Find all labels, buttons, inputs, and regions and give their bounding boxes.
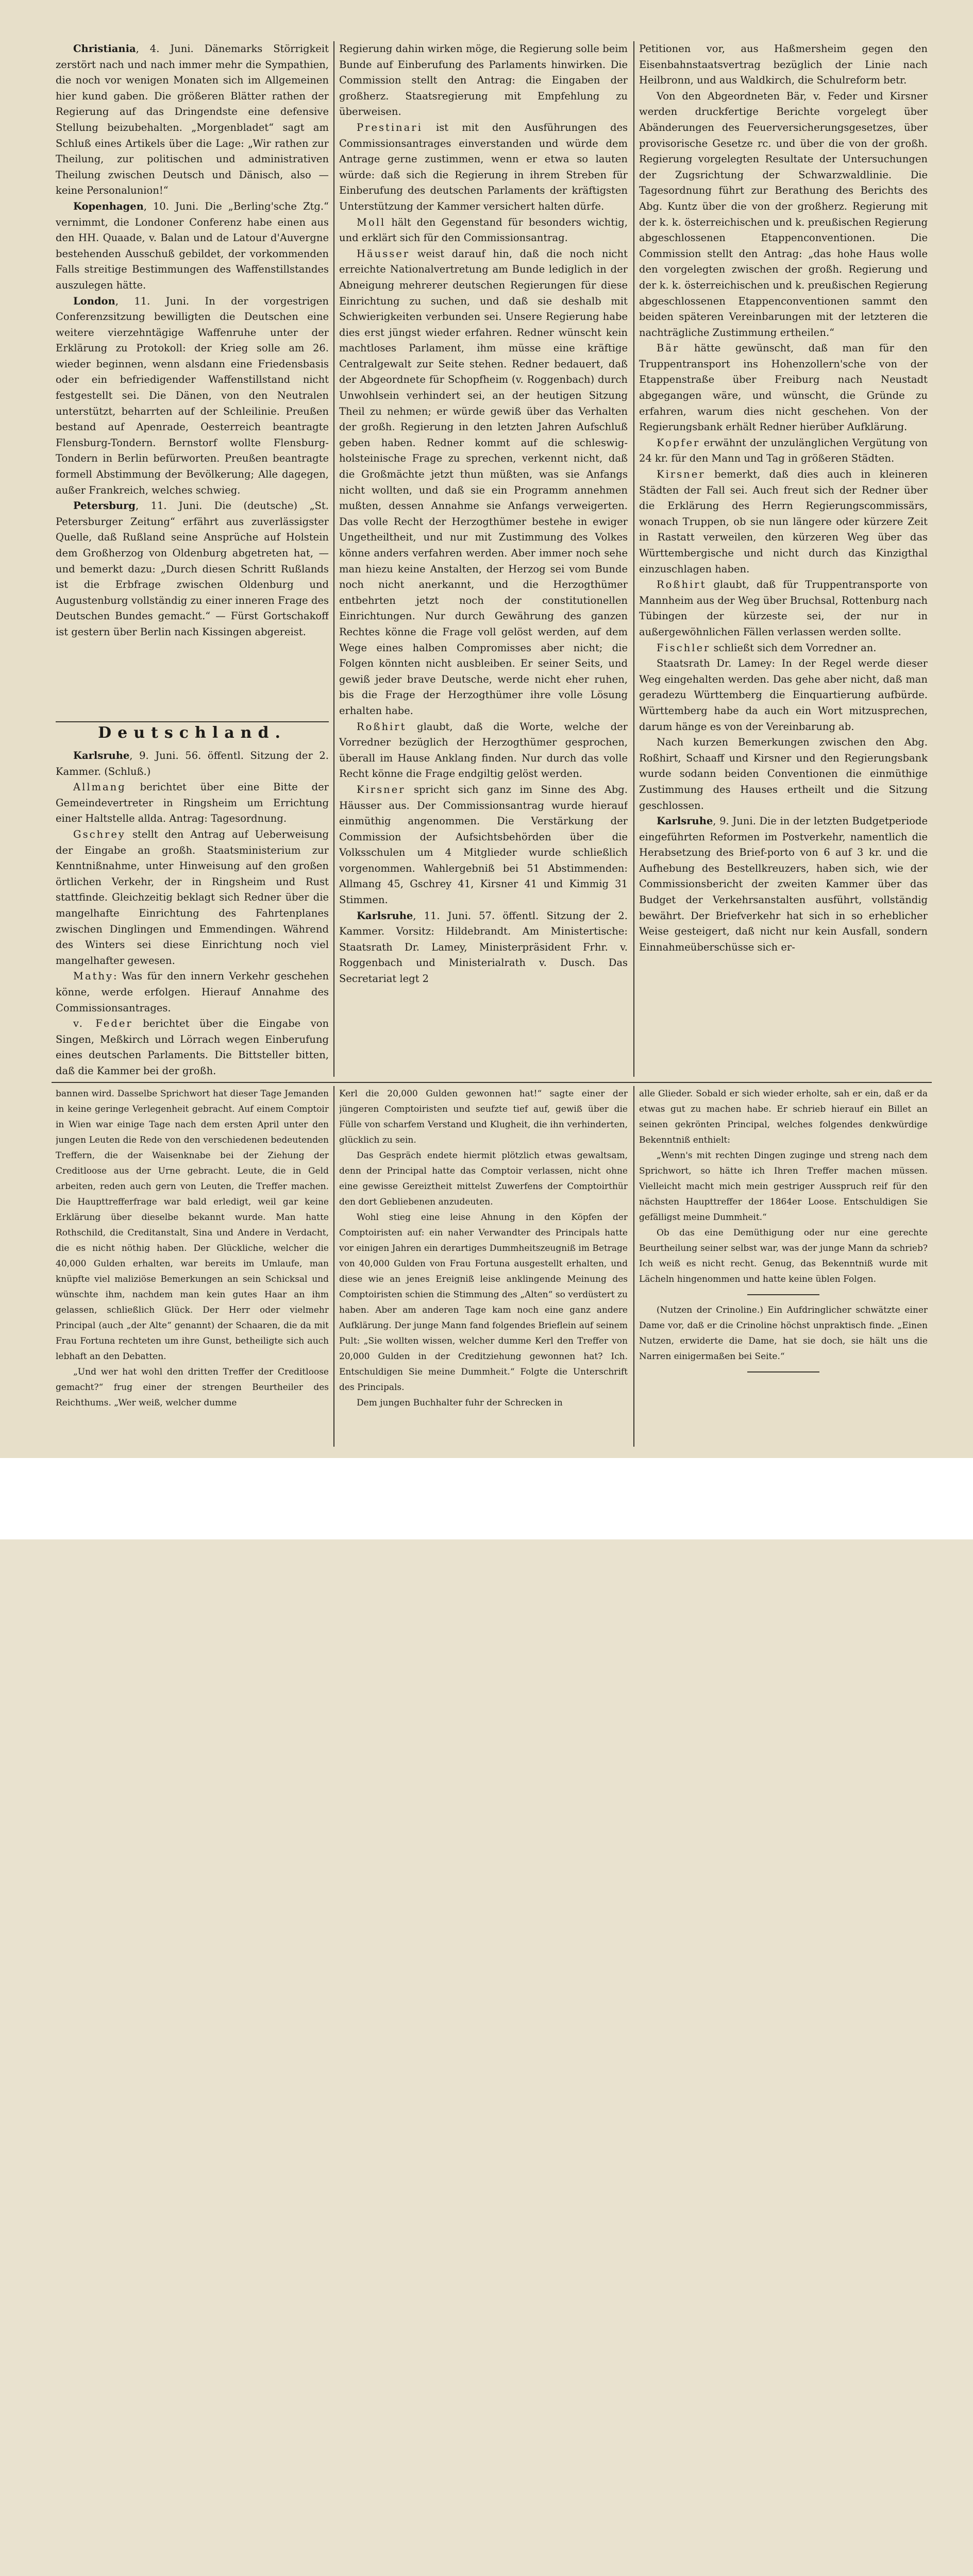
paragraph-fischler: Fischler schließt sich dem Vorredner an. [657,641,877,654]
feuilleton-paragraph: „Und wer hat wohl den dritten Treffer der Creditloose gemacht?“ frug einer der strengen Beurtheiler des Reichthums. „Wer weiß, welcher dumme [56,1367,329,1408]
feuilleton-crinoline: (Nutzen der Crinoline.) Ein Aufdringlicher schwätzte einer Dame vor, daß er die Crinoline höchst unpraktisch finde. „Einen Nutzen, erwiderte die Dame, hat sie doch, sie hält uns die Narren einigermaßen bei Seite.“ [639,1305,928,1362]
column-left-bottom [56,748,329,1080]
paragraph-feder: v. Feder berichtet über die Eingabe von Singen, Meßkirch und Lörrach wegen Einberufung eines deutschen Parlaments. Die Bittsteller bitten, daß die Kammer bei der großh. [56,1018,329,1077]
paragraph-separator [747,1371,819,1372]
feuilleton-divider-2 [633,1086,634,1447]
digitization-footer [0,1458,973,1539]
feuilleton-paragraph: alle Glieder. Sobald er sich wieder erholte, sah er ein, daß er da etwas gut zu machen habe. Er schrieb hierauf ein Billet an seinen gekrönten Principal, welches folgendes denkwürdige Bekenntniß enthielt: [639,1089,928,1145]
feuilleton-rule [52,1082,932,1083]
feuilleton-paragraph: Dem jungen Buchhalter fuhr der Schrecken in [357,1398,563,1408]
paragraph-moll: Moll hält den Gegenstand für besonders wichtig, und erklärt sich für den Commissionsantrag. [339,216,628,244]
feuilleton-paragraph: Wohl stieg eine leise Ahnung in den Köpfen der Comptoiristen auf: ein naher Verwandter des Principals hatte vor einigen Jahren ein derartiges Dummheitszeugniß im Betrage von 40,000 Gulden von Frau Fortuna ausgestellt erhalten, und diese wie an jenes Ereigniß leise anklingende Meinung des Comptoiristen schien die Stimmung des „Alten“ so verdüstert zu haben. Aber am anderen Tage kam noch eine ganz andere Aufklärung. Der junge Mann fand folgendes Brieflein auf seinem Pult: „Sie wollten wissen, welcher dumme Kerl den Treffer von 20,000 Gulden in der Creditziehung gewonnen hat? Ich. Entschuldigen Sie meine Dummheit.“ Folgte die Unterschrift des Principals. [339,1212,628,1393]
column-left-top [56,41,329,720]
paragraph-petitionen: Petitionen vor, aus Haßmersheim gegen den Eisenbahnstaatsvertrag bezüglich der Linie nach Heilbronn, und aus Waldkirch, die Schulreform betr. [639,43,928,87]
column-middle [339,41,628,1077]
paragraph-lamey: Staatsrath Dr. Lamey: In der Regel werde dieser Weg eingehalten werden. Das gehe aber nicht, daß man geradezu Württemberg die Einquartierung aufbürde. Württemberg habe da auch ein Wort mitzusprechen, darum hänge es von der Vereinbarung ab. [639,657,928,733]
feuilleton-column-3 [639,1086,928,1447]
column-divider-1 [333,41,334,1077]
article-kopenhagen: Kopenhagen, 10. Juni. Die „Berling'sche Ztg.“ vernimmt, die Londoner Conferenz habe einen aus den HH. Quaade, v. Balan und de Latour d'Auvergne bestehenden Ausschuß gebildet, der vorkommenden Falls streitige Bestimmungen des Waffenstillstandes auszulegen hätte. [56,200,329,291]
feuilleton-column-1 [56,1086,329,1447]
feuilleton-paragraph: bannen wird. Dasselbe Sprichwort hat dieser Tage Jemanden in keine geringe Verlegenheit gebracht. Auf einem Comptoir in Wien war einige Tage nach dem ersten April unter den jungen Leuten die Rede von den verschiedenen bedeutenden Treffern, die der Waisenknabe bei der Ziehung der Creditloose aus der Urne gebracht. Leute, die in Geld arbeiten, reden auch gern von Leuten, die Treffer machen. Die Haupttrefferfrage war bald erledigt, weil gar keine Erklärung über dieselbe bekannt wurde. Man hatte Rothschild, die Creditanstalt, Sina und Andere in Verdacht, die es nicht nöthig haben. Der Glückliche, welcher die 40,000 Gulden erhalten, war bereits im Umlaufe, man knüpfte viel maliziöse Bemerkungen an sein Schicksal und wünschte ihm, nachdem man kein gutes Haar an ihm gelassen, schließlich Glück. Der Herr oder vielmehr Principal (auch „der Alte“ genannt) der Schaaren, die da mit Frau Fortuna rechteten um ihre Gunst, betheiligte sich auch lebhaft an den Debatten. [56,1089,329,1362]
section-rule-top [56,721,329,722]
column-divider-2 [633,41,634,1077]
column-right [639,41,928,1077]
paragraph-regierung: Regierung dahin wirken möge, die Regierung solle beim Bunde auf Einberufung des Parlaments hinwirken. Die Commission stellt den Antrag: die Eingaben der großherz. Staatsregierung mit Empfehlung zu überweisen. [339,43,628,118]
paragraph-baer: Bär hätte gewünscht, daß man für den Truppentransport ins Hohenzollern'sche von der Etappenstraße über Freiburg nach Neustadt abgegangen wäre, und wünscht, die Gründe zu erfahren, warum dies nicht geschehen. Von der Regierungsbank erhält Redner hierüber Aufklärung. [639,342,928,433]
feuilleton-paragraph: Ob das eine Demüthigung oder nur eine gerechte Beurtheilung seiner selbst war, was der junge Mann da schrieb? Ich weiß es nicht recht. Genug, das Bekenntniß wurde mit Lächeln hingenommen und hatte keine üblen Folgen. [639,1228,928,1284]
feuilleton-paragraph: Das Gespräch endete hiermit plötzlich etwas gewaltsam, denn der Principal hatte das Comptoir verlassen, nicht ohne eine gewisse Gereiztheit mittelst Zuwerfens der Comptoirthür den dort Gebliebenen anzudeuten. [339,1150,628,1207]
article-london: London, 11. Juni. In der vorgestrigen Conferenzsitzung bewilligten die Deutschen eine weitere vierzehntägige Waffenruhe unter der Erklärung zu Protokoll: der Krieg solle am 26. wieder beginnen, wenn alsdann eine Friedensbasis oder ein befriedigender Waffenstillstand nicht festgestellt sei. Die Dänen, von den Neutralen unterstützt, beharrten auf der Schleilinie. Preußen bestand auf Apenrade, Oesterreich beantragte Flensburg-Tondern. Bernstorf wollte Flensburg-Tondern in Berlin befürworten. Preußen beantragte formell Abstimmung der Bevölkerung; Alle dagegen, außer Frankreich, welches schwieg. [56,295,329,496]
paragraph-allmang: Allmang berichtet über eine Bitte der Gemeindevertreter in Ringsheim um Errichtung einer Haltstelle allda. Antrag: Tagesordnung. [56,781,329,825]
paragraph-haeusser: Häusser weist darauf hin, daß die noch nicht erreichte Nationalvertretung am Bunde lediglich in der Abneigung mehrerer deutschen Regierungen für diese Einrichtung zu suchen, und daß sie deshalb mit Schwierigkeiten verbunden sei. Unsere Regierung habe dies erst jüngst wieder erfahren. Redner wünscht kein machtloses Parlament, ihm müsse eine kräftige Centralgewalt zur Seite stehen. Redner bedauert, daß der Abgeordnete für Schopfheim (v. Roggenbach) durch Unwohlsein verhindert sei, an der heutigen Sitzung Theil zu nehmen; er würde gewiß über das Verhalten der großh. Regierung in den letzten Jahren Aufschluß geben haben. Redner kommt auf die schleswig-holsteinische Frage zu sprechen, verkennt nicht, daß die Großmächte jetzt thun müßten, was sie Anfangs nicht wollten, und daß sie ein Programm annehmen mußten, dessen Annahme sie Anfangs verweigerten. Das volle Recht der Herzogthümer bestehe in ewiger Ungetheiltheit, und nur mit Zustimmung des Volkes könne anders verfahren werden. Aber immer noch sehe man hiezu keine Anstalten, der Herzog sei vom Bunde noch nicht anerkannt, und die Herzogthümer entbehrten jetzt noch der constitutionellen Einrichtungen. Nur durch Gewährung des ganzen Rechtes könne die Frage voll gelöst werden, auf dem Wege eines halben Compromisses aber nicht; die Folgen könnten nicht ausbleiben. Er seiner Seits, und gewiß jeder brave Deutsche, werde nicht eher ruhen, bis die Frage der Herzogthümer ihre volle Lösung erhalten habe. [339,247,628,717]
paragraph-kirsner: Kirsner spricht sich ganz im Sinne des Abg. Häusser aus. Der Commissionsantrag wurde hierauf einmüthig angenommen. Die Verstärkung der Commission der Aufsichtsbehörden über die Volksschulen um 4 Mitglieder wurde schließlich vorgenommen. Wahlergebniß bei 51 Abstimmenden: Allmang 45, Gschrey 41, Kirsner 41 und Kimmig 31 Stimmen. [339,783,628,906]
paragraph-gschrey: Gschrey stellt den Antrag auf Ueberweisung der Eingabe an großh. Staatsministerium zur Kenntnißnahme, unter Hinweisung auf den großen örtlichen Verkehr, der in Ringsheim und Rust stattfinde. Gleichzeitig beklagt sich Redner über die mangelhafte Einrichtung des Fahrtenplanes zwischen Dinglingen und Emmendingen. Während des Winters sei diese Einrichtung noch viel mangelhafter gewesen. [56,828,329,967]
feuilleton-column-2 [339,1086,628,1447]
article-karlsruhe-post: Karlsruhe, 9. Juni. Die in der letzten Budgetperiode eingeführten Reformen im Postverkehr, namentlich die Herabsetzung des Brief-porto von 6 auf 3 kr. und die Aufhebung des Bestellkreuzers, haben sich, wie der Commissionsbericht der zweiten Kammer über das Budget der Verkehrsanstalten ausführt, vollständig bewährt. Der Briefverkehr hat sich in so erheblicher Weise gesteigert, daß nicht nur kein Ausfall, sondern Einnahmeüberschüsse sich er- [639,815,928,953]
paragraph-separator [747,1294,819,1295]
article-karlsruhe-56: Karlsruhe, 9. Juni. 56. öffentl. Sitzung der 2. Kammer. (Schluß.) [56,750,329,777]
paragraph-abgeordneten: Von den Abgeordneten Bär, v. Feder und Kirsner werden druckfertige Berichte vorgelegt über Abänderungen des Feuerversicherungsgesetzes, über provisorische Gesetze rc. und über die von der großh. Regierung vorgelegten Resultate der Untersuchungen der Zugsrichtung der Schwarzwaldlinie. Die Tagesordnung führt zur Berathung des Berichts des Abg. Kuntz über die von der großherz. Regierung mit der k. k. österreichischen und k. preußischen Regierung abgeschlossenen Etappenconventionen. Die Commission stellt den Antrag: „das hohe Haus wolle den vorgelegten zwischen der großh. Regierung und der k. k. österreichischen und k. preußischen Regierung abgeschlossenen Etappenconventionen sammt den beiden späteren Vereinbarungen mit der letzteren die nachträgliche Zustimmung ertheilen.“ [639,90,928,338]
paragraph-kirsner-2: Kirsner bemerkt, daß dies auch in kleineren Städten der Fall sei. Auch freut sich der Redner über die Erklärung des Herrn Regierungscommissärs, wonach Truppen, ob sie nun längere oder kürzere Zeit in Rastatt verweilen, den kürzeren Weg über das Württembergische und nicht durch das Kinzigthal einzuschlagen haben. [639,468,928,575]
feuilleton-divider-1 [333,1086,334,1447]
article-petersburg: Petersburg, 11. Juni. Die (deutsche) „St. Petersburger Zeitung“ erfährt aus zuverlässigster Quelle, daß Rußland seine Ansprüche auf Holstein dem Großherzog von Oldenburg abgetreten hat, — und bemerkt dazu: „Durch diesen Schritt Rußlands ist die Erbfrage zwischen Oldenburg und Augustenburg vollständig zu einer inneren Frage des Deutschen Bundes gemacht.“ — Fürst Gortschakoff ist gestern über Berlin nach Kissingen abgereist. [56,500,329,638]
article-karlsruhe-57: Karlsruhe, 11. Juni. 57. öffentl. Sitzung der 2. Kammer. Vorsitz: Hildebrandt. Am Ministertische: Staatsrath Dr. Lamey, Ministerpräsident Frhr. v. Roggenbach und Ministerialrath v. Dusch. Das Secretariat legt 2 [339,909,628,985]
paragraph-bemerkungen: Nach kurzen Bemerkungen zwischen den Abg. Roßhirt, Schaaff und Kirsner und den Regierungsbank wurde sodann beiden Conventionen die einmüthige Zustimmung des Hauses ertheilt und die Sitzung geschlossen. [639,736,928,811]
feuilleton-paragraph: „Wenn's mit rechten Dingen zuginge und streng nach dem Sprichwort, so hätte ich Ihren Treffer machen müssen. Vielleicht macht mich mein gestriger Ausspruch reif für den nächsten Haupttreffer der 1864er Loose. Entschuldigen Sie gefälligst meine Dummheit.“ [639,1150,928,1223]
paragraph-prestinari: Prestinari ist mit den Ausführungen des Commissionsantrages einverstanden und würde dem Antrage gerne zustimmen, wenn er etwa so lauten würde: daß sich die Regierung in ihrem Streben für Einberufung des deutschen Parlaments der kräftigsten Unterstützung der Kammer versichert halten dürfe. [339,121,628,212]
paragraph-mathy: Mathy: Was für den innern Verkehr geschehen könne, werde erfolgen. Hierauf Annahme des Commissionsantrages. [56,970,329,1014]
section-title: Deutschland. [98,724,287,742]
paragraph-rosshirt: Roßhirt glaubt, daß die Worte, welche der Vorredner bezüglich der Herzogthümer gesprochen, überall im Hause Anklang finden. Nur durch das volle Recht könne die Frage endgiltig gelöst werden. [339,720,628,780]
paragraph-kopfer: Kopfer erwähnt der unzulänglichen Vergütung von 24 kr. für den Mann und Tag in größeren Städten. [639,436,928,465]
article-christiania: Christiania, 4. Juni. Dänemarks Störrigkeit zerstört nach und nach immer mehr die Sympathien, die noch vor wenigen Monaten sich im Allgemeinen hier kund gaben. Die größeren Blätter rathen der Regierung auf das Dringendste eine defensive Stellung beizubehalten. „Morgenbladet“ sagt am Schluß eines Artikels über die Lage: „Wir rathen zur Theilung, zur politischen und administrativen Theilung zwischen Deutsch und Dänisch, also — keine Personalunion!“ [56,43,329,197]
paragraph-rosshirt-2: Roßhirt glaubt, daß für Truppentransporte von Mannheim aus der Weg über Bruchsal, Rottenburg nach Tübingen der kürzeste sei, der nur in außergewöhnlichen Fällen verlassen werden sollte. [639,579,928,638]
feuilleton-paragraph: Kerl die 20,000 Gulden gewonnen hat!“ sagte einer der jüngeren Comptoiristen und seufzte tief auf, gewiß über die Fülle von scharfem Verstand und Klugheit, die ihn verhinderten, glücklich zu sein. [339,1089,628,1145]
